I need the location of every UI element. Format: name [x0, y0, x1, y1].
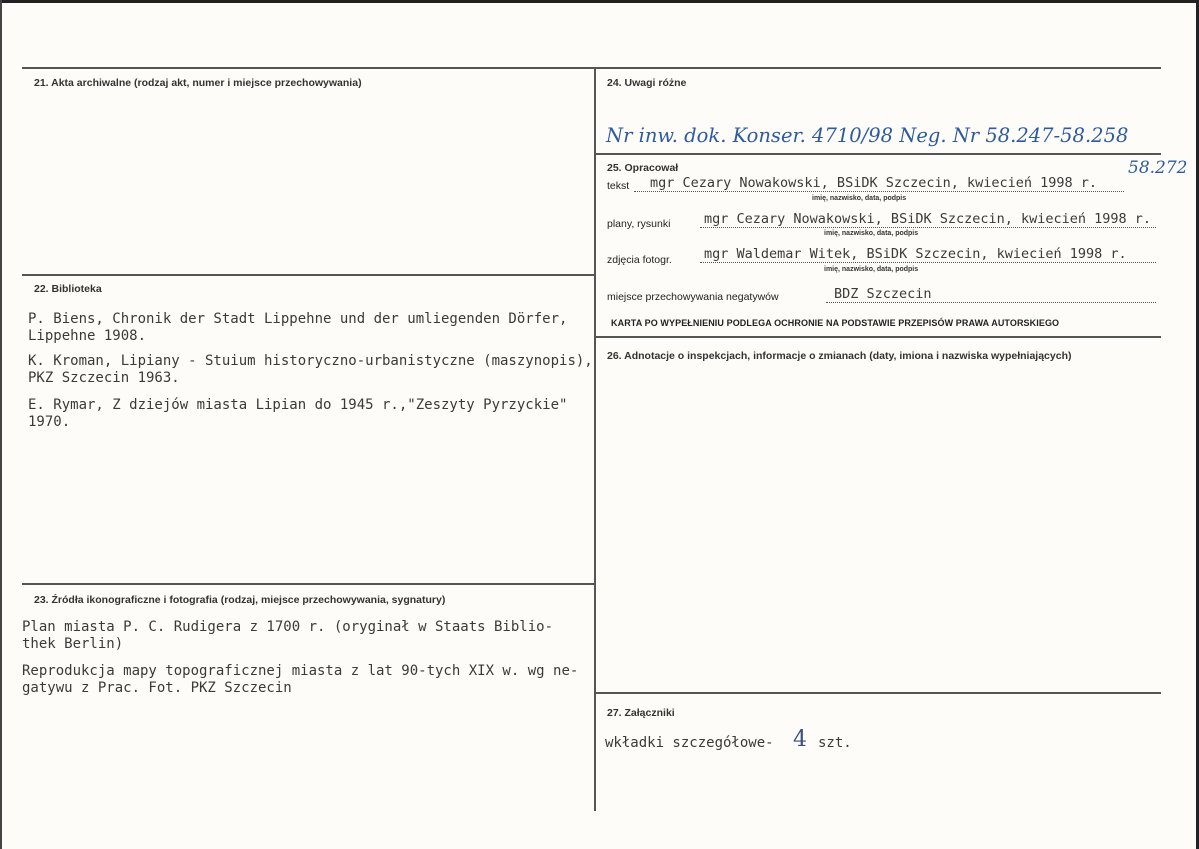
- negatives-location-field: BDZ Szczecin: [826, 286, 1156, 303]
- photos-author-field: mgr Waldemar Witek, BSiDK Szczecin, kwiecień 1998 r.: [700, 246, 1156, 263]
- section-25-title: 25. Opracował: [607, 162, 679, 174]
- plans-author-caption: imię, nazwisko, data, podpis: [824, 230, 919, 237]
- section-24-title: 24. Uwagi różne: [607, 77, 687, 89]
- iconography-entry-1-line2: thek Berlin): [22, 636, 124, 652]
- bibliography-entry-2-line2: PKZ Szczecin 1963.: [28, 370, 180, 386]
- plans-author-label: plany, rysunki: [607, 218, 671, 230]
- text-author-field: mgr Cezary Nowakowski, BSiDK Szczecin, kwiecień 1998 r.: [634, 175, 1124, 192]
- bibliography-entry-3-line1: E. Rymar, Z dziejów miasta Lipian do 1945 r.,"Zeszyty Pyrzyckie": [28, 397, 568, 413]
- column-divider: [594, 67, 596, 811]
- right-top-rule: [596, 67, 1161, 69]
- inventory-handwriting-continued: 58.272: [1128, 158, 1188, 178]
- section-22-title: 22. Biblioteka: [34, 283, 102, 295]
- copyright-notice: KARTA PO WYPEŁNIENIU PODLEGA OCHRONIE NA PODSTAWIE PRZEPISÓW PRAWA AUTORSKIEGO: [611, 318, 1060, 328]
- left-top-rule: [22, 67, 595, 69]
- section-23-title: 23. Źródła ikonograficzne i fotografia (rodzaj, miejsce przechowywania, sygnatury): [34, 594, 446, 606]
- card-top-edge: [0, 0, 1199, 3]
- plans-author-field: mgr Cezary Nowakowski, BSiDK Szczecin, kwiecień 1998 r.: [700, 211, 1156, 228]
- text-author-caption: imię, nazwisko, data, podpis: [812, 195, 907, 202]
- negatives-location-label: miejsce przechowywania negatywów: [607, 291, 779, 303]
- bibliography-entry-1-line2: Lippehne 1908.: [28, 328, 147, 344]
- section-26-title: 26. Adnotacje o inspekcjach, informacje o zmianach (daty, imiona i nazwiska wypełniających): [607, 350, 1072, 362]
- card-left-edge: [0, 0, 2, 849]
- bibliography-entry-2-line1: K. Kroman, Lipiany - Stuium historyczno-urbanistyczne (maszynopis),: [28, 353, 593, 369]
- bibliography-entry-1-line1: P. Biens, Chronik der Stadt Lippehne und der umliegenden Dörfer,: [28, 311, 568, 327]
- bibliography-entry-3-line2: 1970.: [28, 414, 71, 430]
- rule-21-22: [22, 274, 595, 276]
- attachments-item-count: 4: [793, 727, 807, 752]
- section-27-title: 27. Załączniki: [607, 707, 675, 719]
- rule-24-25: [596, 153, 1161, 155]
- rule-25-26: [596, 336, 1161, 338]
- photos-author-label: zdjęcia fotogr.: [607, 254, 672, 266]
- rule-22-23: [22, 583, 595, 585]
- inventory-handwriting: Nr inw. dok. Konser. 4710/98 Neg. Nr 58.247-58.258: [606, 124, 1129, 147]
- section-21-title: 21. Akta archiwalne (rodzaj akt, numer i miejsce przechowywania): [34, 77, 362, 89]
- attachments-item-label: wkładki szczegółowe-: [605, 735, 774, 751]
- attachments-item-unit: szt.: [818, 735, 852, 751]
- rule-26-27: [596, 692, 1161, 694]
- photos-author-caption: imię, nazwisko, data, podpis: [824, 266, 919, 273]
- iconography-entry-2-line2: gatywu z Prac. Fot. PKZ Szczecin: [22, 680, 292, 696]
- iconography-entry-2-line1: Reprodukcja mapy topograficznej miasta z lat 90-tych XIX w. wg ne-: [22, 663, 579, 679]
- iconography-entry-1-line1: Plan miasta P. C. Rudigera z 1700 r. (oryginał w Staats Biblio-: [22, 619, 554, 635]
- text-author-label: tekst: [607, 180, 630, 192]
